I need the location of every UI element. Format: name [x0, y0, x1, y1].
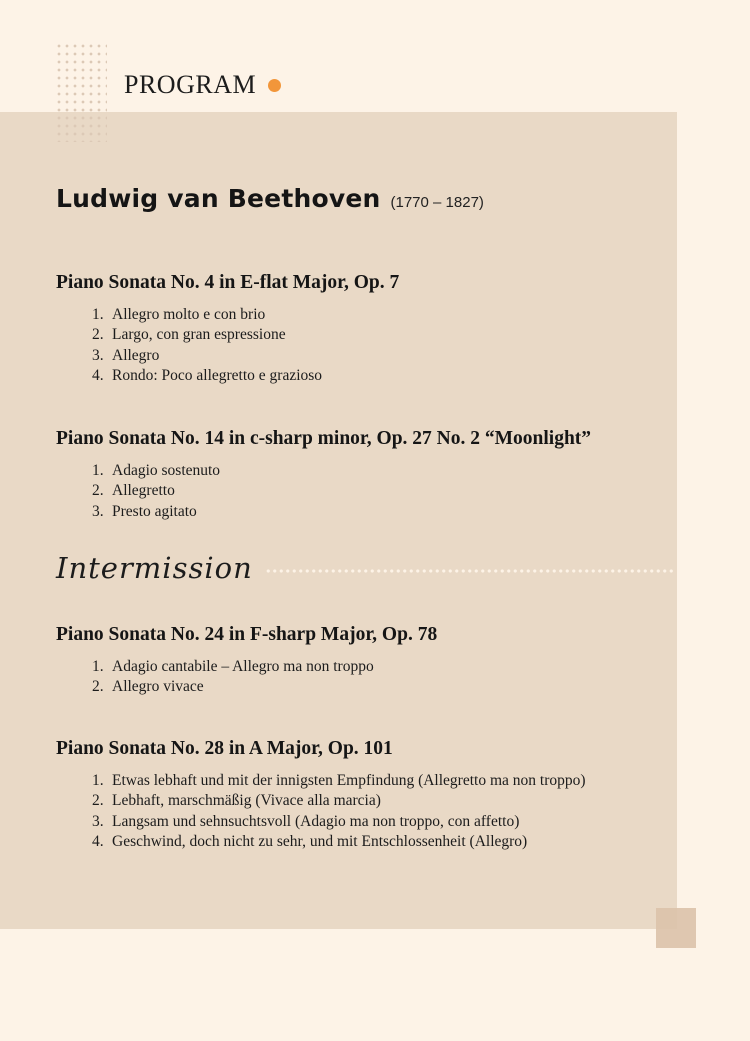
movement-item	[56, 657, 676, 677]
intermission-divider	[56, 548, 676, 588]
movement-text: Lebhaft, marschmäßig (Vivace alla marcia)	[112, 792, 381, 810]
movement-list	[56, 461, 676, 522]
movement-text: Largo, con gran espressione	[112, 326, 286, 344]
movement-list	[56, 305, 676, 386]
movement-item	[56, 832, 676, 852]
work-title: Piano Sonata No. 4 in E-flat Major, Op. 7	[56, 272, 400, 293]
composer-heading	[56, 184, 484, 213]
orange-dot-icon	[268, 79, 281, 92]
movement-text: Adagio cantabile – Allegro ma non troppo	[112, 658, 374, 675]
movement-item	[56, 461, 676, 481]
movement-number: 2.	[92, 326, 104, 344]
movement-number: 2.	[92, 678, 104, 696]
movement-number: 4.	[92, 832, 104, 850]
movement-number: 1.	[92, 462, 104, 479]
movement-item	[56, 481, 676, 501]
movement-text: Allegro vivace	[112, 678, 204, 696]
movement-item	[56, 366, 676, 386]
movement-number: 2.	[92, 792, 104, 810]
movement-text: Adagio sostenuto	[112, 462, 221, 479]
movement-text: Geschwind, doch nicht zu sehr, und mit Entschlossenheit (Allegro)	[112, 832, 528, 850]
decorative-corner-square	[656, 908, 696, 948]
movement-number: 1.	[92, 772, 104, 789]
movement-list	[56, 771, 676, 852]
movement-item	[56, 305, 676, 325]
movement-text: Langsam und sehnsuchtsvoll (Adagio ma non troppo, con affetto)	[112, 812, 520, 830]
composer-name: Ludwig van Beethoven	[56, 184, 381, 213]
movement-number: 3.	[92, 502, 104, 520]
movement-text: Allegretto	[112, 482, 175, 500]
work-title: Piano Sonata No. 14 in c-sharp minor, Op. 27 No. 2 “Moonlight”	[56, 428, 592, 449]
work-title: Piano Sonata No. 24 in F-sharp Major, Op. 78	[56, 624, 438, 645]
program-header	[124, 68, 281, 102]
work-title: Piano Sonata No. 28 in A Major, Op. 101	[56, 738, 393, 759]
movement-item	[56, 502, 676, 522]
movement-number: 3.	[92, 346, 104, 364]
movement-list	[56, 657, 676, 698]
movement-item	[56, 346, 676, 366]
movement-text: Etwas lebhaft und mit der innigsten Empfindung (Allegretto ma non troppo)	[112, 772, 586, 789]
movement-number: 4.	[92, 366, 104, 384]
movement-text: Allegro molto e con brio	[112, 306, 266, 323]
work-sonata-24	[56, 624, 676, 698]
dotted-rule	[265, 569, 676, 573]
movement-number: 3.	[92, 812, 104, 830]
program-title: PROGRAM	[124, 70, 257, 99]
decorative-dot-grid	[55, 42, 107, 142]
movement-text: Allegro	[112, 346, 160, 364]
movement-item	[56, 812, 676, 832]
movement-text: Rondo: Poco allegretto e grazioso	[112, 366, 323, 384]
movement-item	[56, 677, 676, 697]
work-sonata-4	[56, 272, 676, 386]
work-sonata-28	[56, 738, 676, 852]
movement-number: 2.	[92, 482, 104, 500]
movement-item	[56, 791, 676, 811]
movement-item	[56, 325, 676, 345]
movement-text: Presto agitato	[112, 502, 197, 520]
movement-item	[56, 771, 676, 791]
movement-number: 1.	[92, 658, 104, 675]
composer-dates: (1770 – 1827)	[390, 194, 484, 211]
intermission-label: Intermission	[56, 551, 253, 585]
work-sonata-14	[56, 428, 676, 522]
movement-number: 1.	[92, 306, 104, 323]
